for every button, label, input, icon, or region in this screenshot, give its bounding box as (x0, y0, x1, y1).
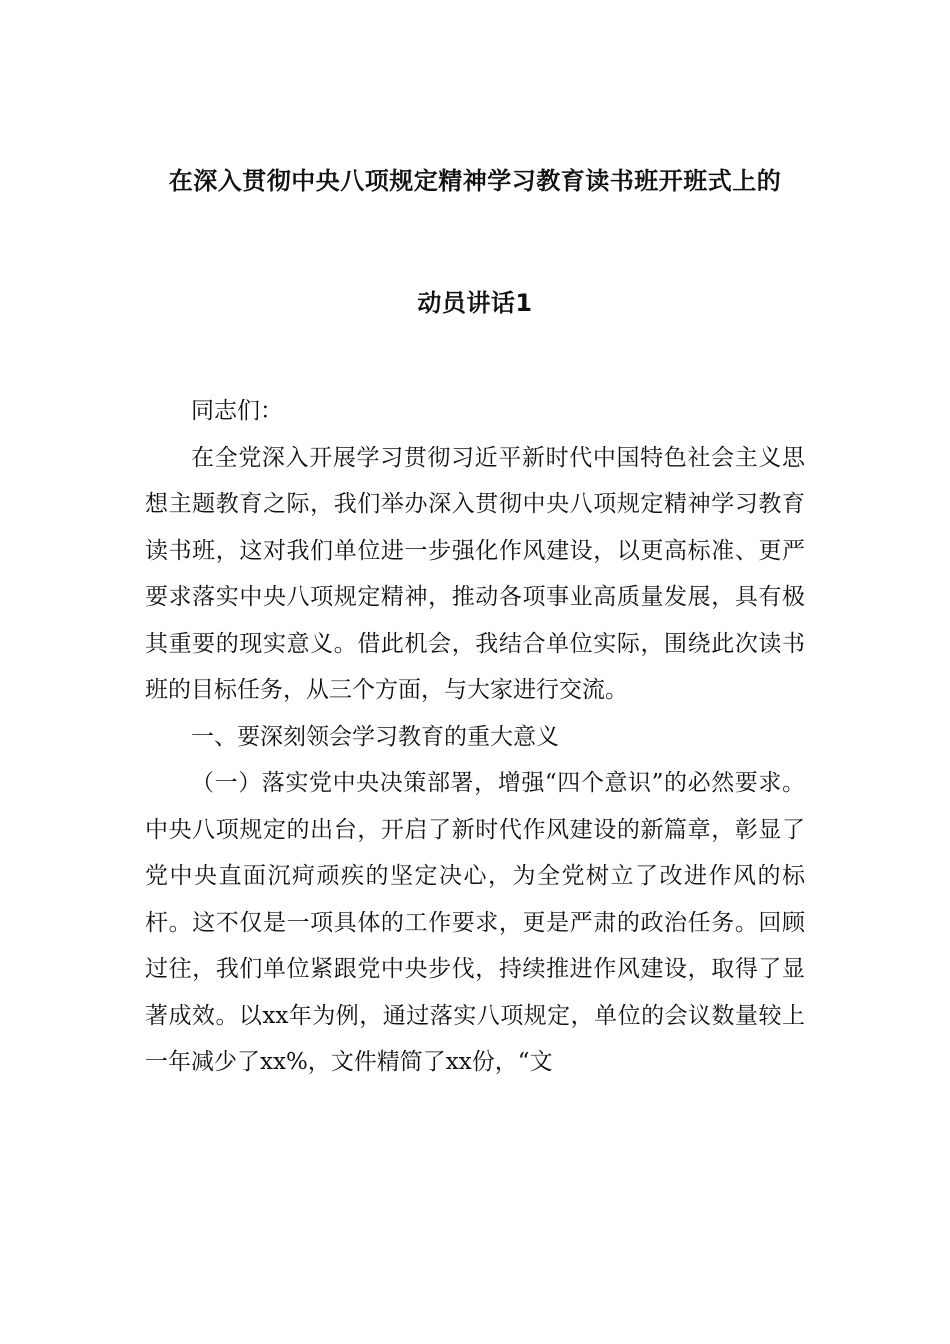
salutation: 同志们： (191, 398, 283, 424)
document-title-line-2: 动员讲话1 (417, 289, 533, 317)
section-heading: 一、要深刻领会学习教育的重大意义 (191, 723, 559, 750)
subsection-paragraph: （一）落实党中央决策部署，增强“四个意识”的必然要求。中央八项规定的出台，开启了新时代作风建设的新篇章，彰显了党中央直面沉疴顽疾的坚定决心，为全党树立了改进作风的标杆。这不仅是一项具体的工作要求，更是严肃的政治任务。回顾过往，我们单位紧跟党中央步伐，持续推进作风建设，取得了显著成效。以xx年为例，通过落实八项规定，单位的会议数量较上一年减少了xx%，文件精简了xx份，“文 (145, 770, 805, 1075)
document-title-line-1: 在深入贯彻中央八项规定精神学习教育读书班开班式上的 (168, 167, 782, 195)
document-body (145, 388, 805, 1086)
intro-paragraph: 在全党深入开展学习贯彻习近平新时代中国特色社会主义思想主题教育之际，我们举办深入贯彻中央八项规定精神学习教育读书班，这对我们单位进一步强化作风建设，以更高标准、更严要求落实中央八项规定精神，推动各项事业高质量发展，具有极其重要的现实意义。借此机会，我结合单位实际，围绕此次读书班的目标任务，从三个方面，与大家进行交流。 (145, 444, 805, 703)
